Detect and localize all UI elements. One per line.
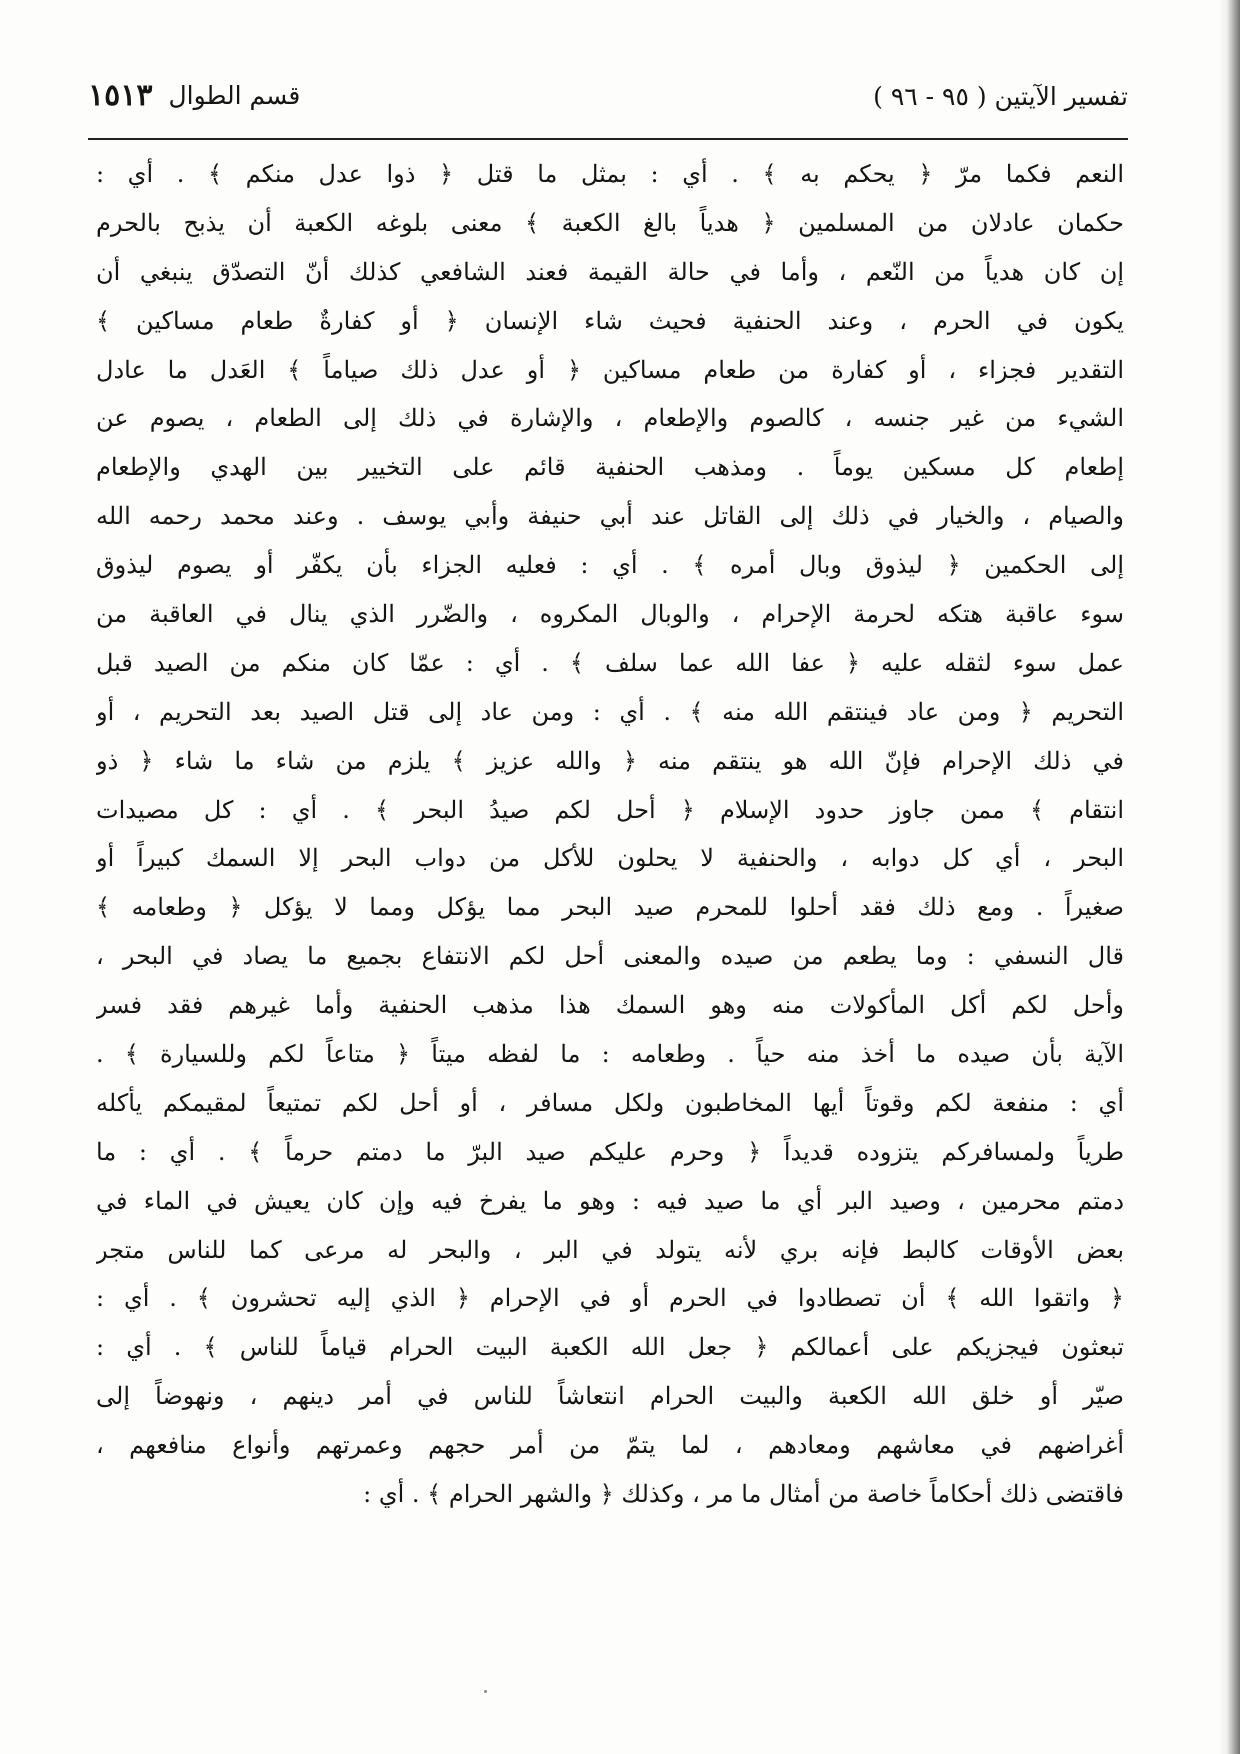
text-line: التقدير فجزاء ، أو كفارة من طعام مساكين ﴿ أو عدل ذلك صياماً ﴾ العَدل ما عادل [96,355,1124,384]
text-line: الشيء من غير جنسه ، كالصوم والإطعام ، والإشارة في ذلك إلى الطعام ، يصوم عن [96,404,1124,433]
text-line: النعم فكما مرّ ﴿ يحكم به ﴾ . أي : بمثل ما قتل ﴿ ذوا عدل منكم ﴾ . أي : [96,160,1124,188]
text-line: تبعثون فيجزيكم على أعمالكم ﴿ جعل الله الكعبة البيت الحرام قياماً للناس ﴾ . أي : [96,1333,1124,1362]
text-line: أغراضهم في معاشهم ومعادهم ، لما يتمّ من أمر حجهم وعمرتهم وأنواع منافعهم ، [96,1431,1124,1460]
text-line: صيّر أو خلق الله الكعبة والبيت الحرام انتعاشاً للناس في أمر دينهم ، ونهوضاً إلى [96,1382,1124,1411]
text-line: دمتم محرمين ، وصيد البر أي ما صيد فيه : وهو ما يفرخ فيه وإن كان يعيش في الماء في [96,1186,1124,1215]
text-line: انتقام ﴾ ممن جاوز حدود الإسلام ﴿ أحل لكم صيدُ البحر ﴾ . أي : كل مصيدات [96,795,1124,824]
section-and-page-number [88,78,300,113]
page-header [88,78,1128,124]
text-line: البحر ، أي كل دوابه ، والحنفية لا يحلون للأكل من دواب البحر إلا السمك كبيراً أو [96,844,1124,873]
text-line: حكمان عادلان من المسلمين ﴿ هدياً بالغ الكعبة ﴾ معنى بلوغه الكعبة أن يذبح بالحرم [96,208,1124,237]
header-rule [88,138,1128,140]
text-line: عمل سوء لثقله عليه ﴿ عفا الله عما سلف ﴾ . أي : عمّا كان منكم من الصيد قبل [96,648,1124,677]
text-line: فاقتضى ذلك أحكاماً خاصة من أمثال ما مر ، وكذلك ﴿ والشهر الحرام ﴾ . أي : [363,1480,1124,1509]
text-line: صغيراً . ومع ذلك فقد أحلوا للمحرم صيد البحر مما يؤكل ومما لا يؤكل ﴿ وطعامه ﴾ [96,893,1124,922]
print-speck [484,1690,487,1693]
text-line: التحريم ﴿ ومن عاد فينتقم الله منه ﴾ . أي : ومن عاد إلى قتل الصيد بعد التحريم ، أو [96,697,1124,726]
text-line: قال النسفي : وما يطعم من صيده والمعنى أحل لكم الانتفاع بجميع ما يصاد في البحر ، [96,942,1124,971]
text-line: أي : منفعة لكم وقوتاً أيها المخاطبون ولكل مسافر ، أو أحل لكم تمتيعاً لمقيمكم يأكله [96,1088,1124,1117]
running-title: تفسير الآيتين ( ٩٥ - ٩٦ ) [873,82,1128,111]
page-edge-shadow [1218,0,1240,1754]
text-line: إلى الحكمين ﴿ ليذوق وبال أمره ﴾ . أي : فعليه الجزاء بأن يكفّر أو يصوم ليذوق [96,551,1124,580]
text-line: سوء عاقبة هتكه لحرمة الإحرام ، والوبال المكروه ، والضّرر الذي ينال في العاقبة من [96,600,1124,629]
text-line: والصيام ، والخيار في ذلك إلى القاتل عند أبي حنيفة وأبي يوسف . وعند محمد رحمه الله [96,502,1124,531]
text-line: الآية بأن صيده ما أخذ منه حياً . وطعامه : ما لفظه ميتاً ﴿ متاعاً لكم وللسيارة ﴾ . [96,1040,1124,1069]
text-line: ﴿ واتقوا الله ﴾ أن تصطادوا في الحرم أو في الإحرام ﴿ الذي إليه تحشرون ﴾ . أي : [96,1284,1124,1313]
text-line: إن كان هدياً من النّعم ، وأما في حالة القيمة فعند الشافعي كذلك أنّ التصدّق ينبغي أن [96,257,1124,286]
text-line: في ذلك الإحرام فإنّ الله هو ينتقم منه ﴿ والله عزيز ﴾ يلزم من شاء ما شاء ﴿ ذو [96,746,1124,775]
section-name: قسم الطوال [168,81,301,110]
text-line: إطعام كل مسكين يوماً . ومذهب الحنفية قائم على التخيير بين الهدي والإطعام [96,453,1124,482]
text-line: يكون في الحرم ، وعند الحنفية فحيث شاء الإنسان ﴿ أو كفارةٌ طعام مساكين ﴾ [96,306,1124,335]
page-number: ١٥١٣ [88,78,153,113]
tafsir-body-text [96,150,1124,1519]
text-line: طرياً ولمسافركم يتزوده قديداً ﴿ وحرم عليكم صيد البرّ ما دمتم حرماً ﴾ . أي : ما [96,1137,1124,1166]
text-line: بعض الأوقات كالبط فإنه بري لأنه يتولد في البر ، والبحر له مرعى كما للناس متجر [96,1235,1124,1264]
text-line: وأحل لكم أكل المأكولات منه وهو السمك هذا مذهب الحنفية وأما غيرهم فقد فسر [96,991,1124,1020]
